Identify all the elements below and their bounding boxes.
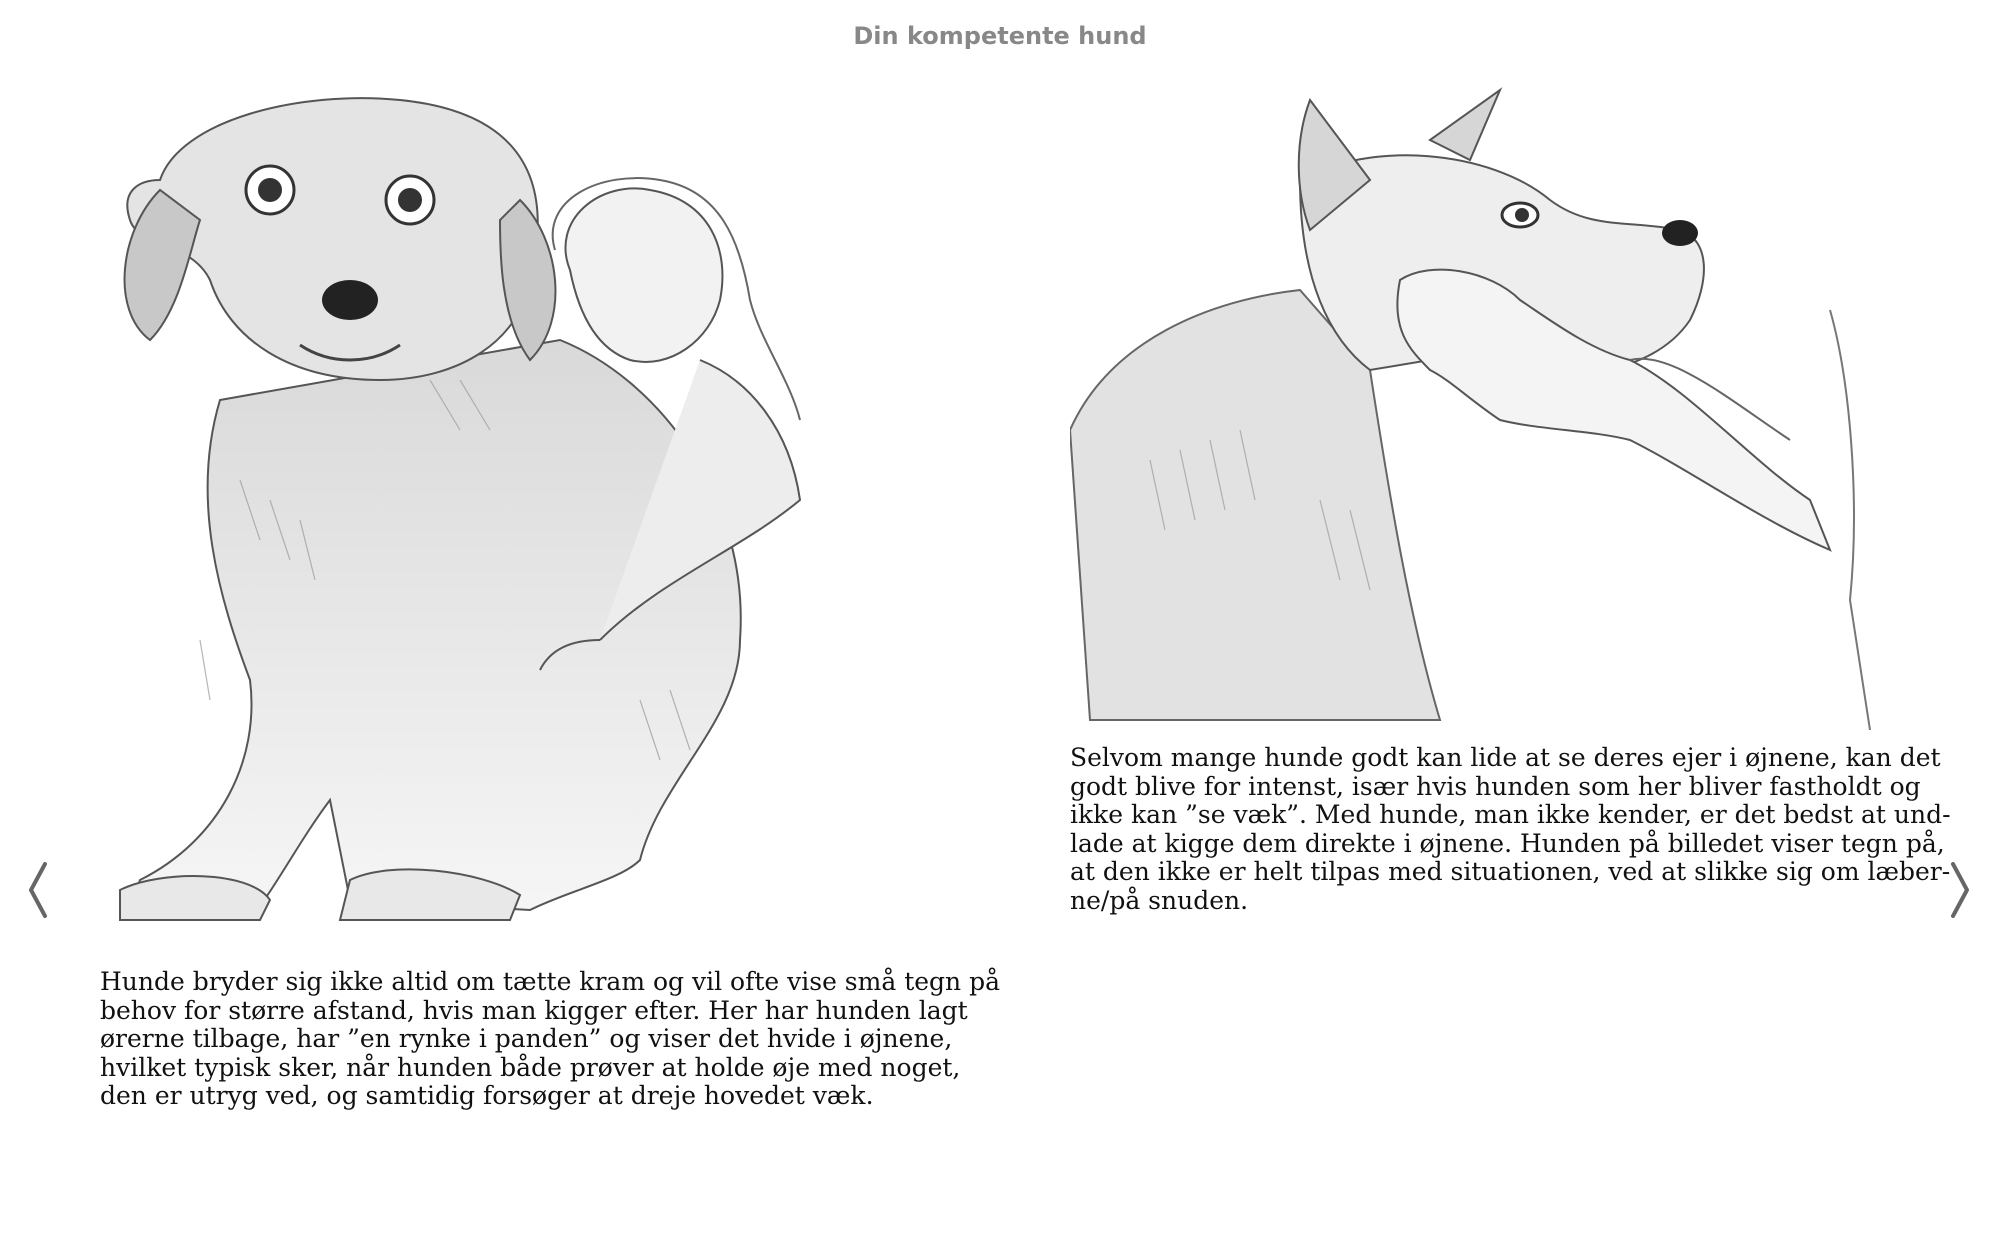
caption-line: Hunde bryder sig ikke altid om tætte kram og vil ofte vise små tegn på bbox=[100, 967, 1000, 996]
caption-line: lade at kigge dem direkte i øjnene. Hunden på billedet viser tegn på, bbox=[1070, 828, 1945, 858]
right-page bbox=[1070, 80, 1951, 1180]
left-page bbox=[100, 80, 1000, 1180]
dog-child-sketch-icon bbox=[100, 80, 940, 960]
caption-line: godt blive for intenst, især hvis hunden som her bliver fastholdt og bbox=[1070, 771, 1921, 801]
chevron-left-icon bbox=[27, 862, 49, 918]
left-caption bbox=[100, 967, 1000, 1111]
dog-held-sketch-icon bbox=[1070, 80, 1910, 730]
caption-line: at den ikke er helt tilpas med situationen, ved at slikke sig om læber- bbox=[1070, 857, 1951, 886]
caption-line: den er utryg ved, og samtidig forsøger at dreje hovedet væk. bbox=[100, 1081, 874, 1110]
caption-line: behov for større afstand, hvis man kigger efter. Her har hunden lagt bbox=[100, 995, 968, 1025]
dog-head-held-illustration bbox=[1070, 80, 1910, 730]
dog-hugged-by-child-illustration bbox=[100, 80, 940, 960]
caption-line: Selvom mange hunde godt kan lide at se deres ejer i øjnene, kan det bbox=[1070, 743, 1941, 772]
chevron-right-icon bbox=[1949, 862, 1971, 918]
previous-page-button[interactable] bbox=[18, 855, 58, 925]
caption-line: hvilket typisk sker, når hunden både prøver at holde øje med noget, bbox=[100, 1052, 961, 1082]
caption-line: ørerne tilbage, har ”en rynke i panden” og viser det hvide i øjnene, bbox=[100, 1024, 953, 1053]
book-title: Din kompetente hund bbox=[853, 22, 1147, 50]
right-caption bbox=[1070, 743, 1951, 915]
caption-line: ne/på snuden. bbox=[1070, 885, 1249, 915]
next-page-button[interactable] bbox=[1940, 855, 1980, 925]
caption-line: ikke kan ”se væk”. Med hunde, man ikke kender, er det bedst at und- bbox=[1070, 800, 1951, 829]
